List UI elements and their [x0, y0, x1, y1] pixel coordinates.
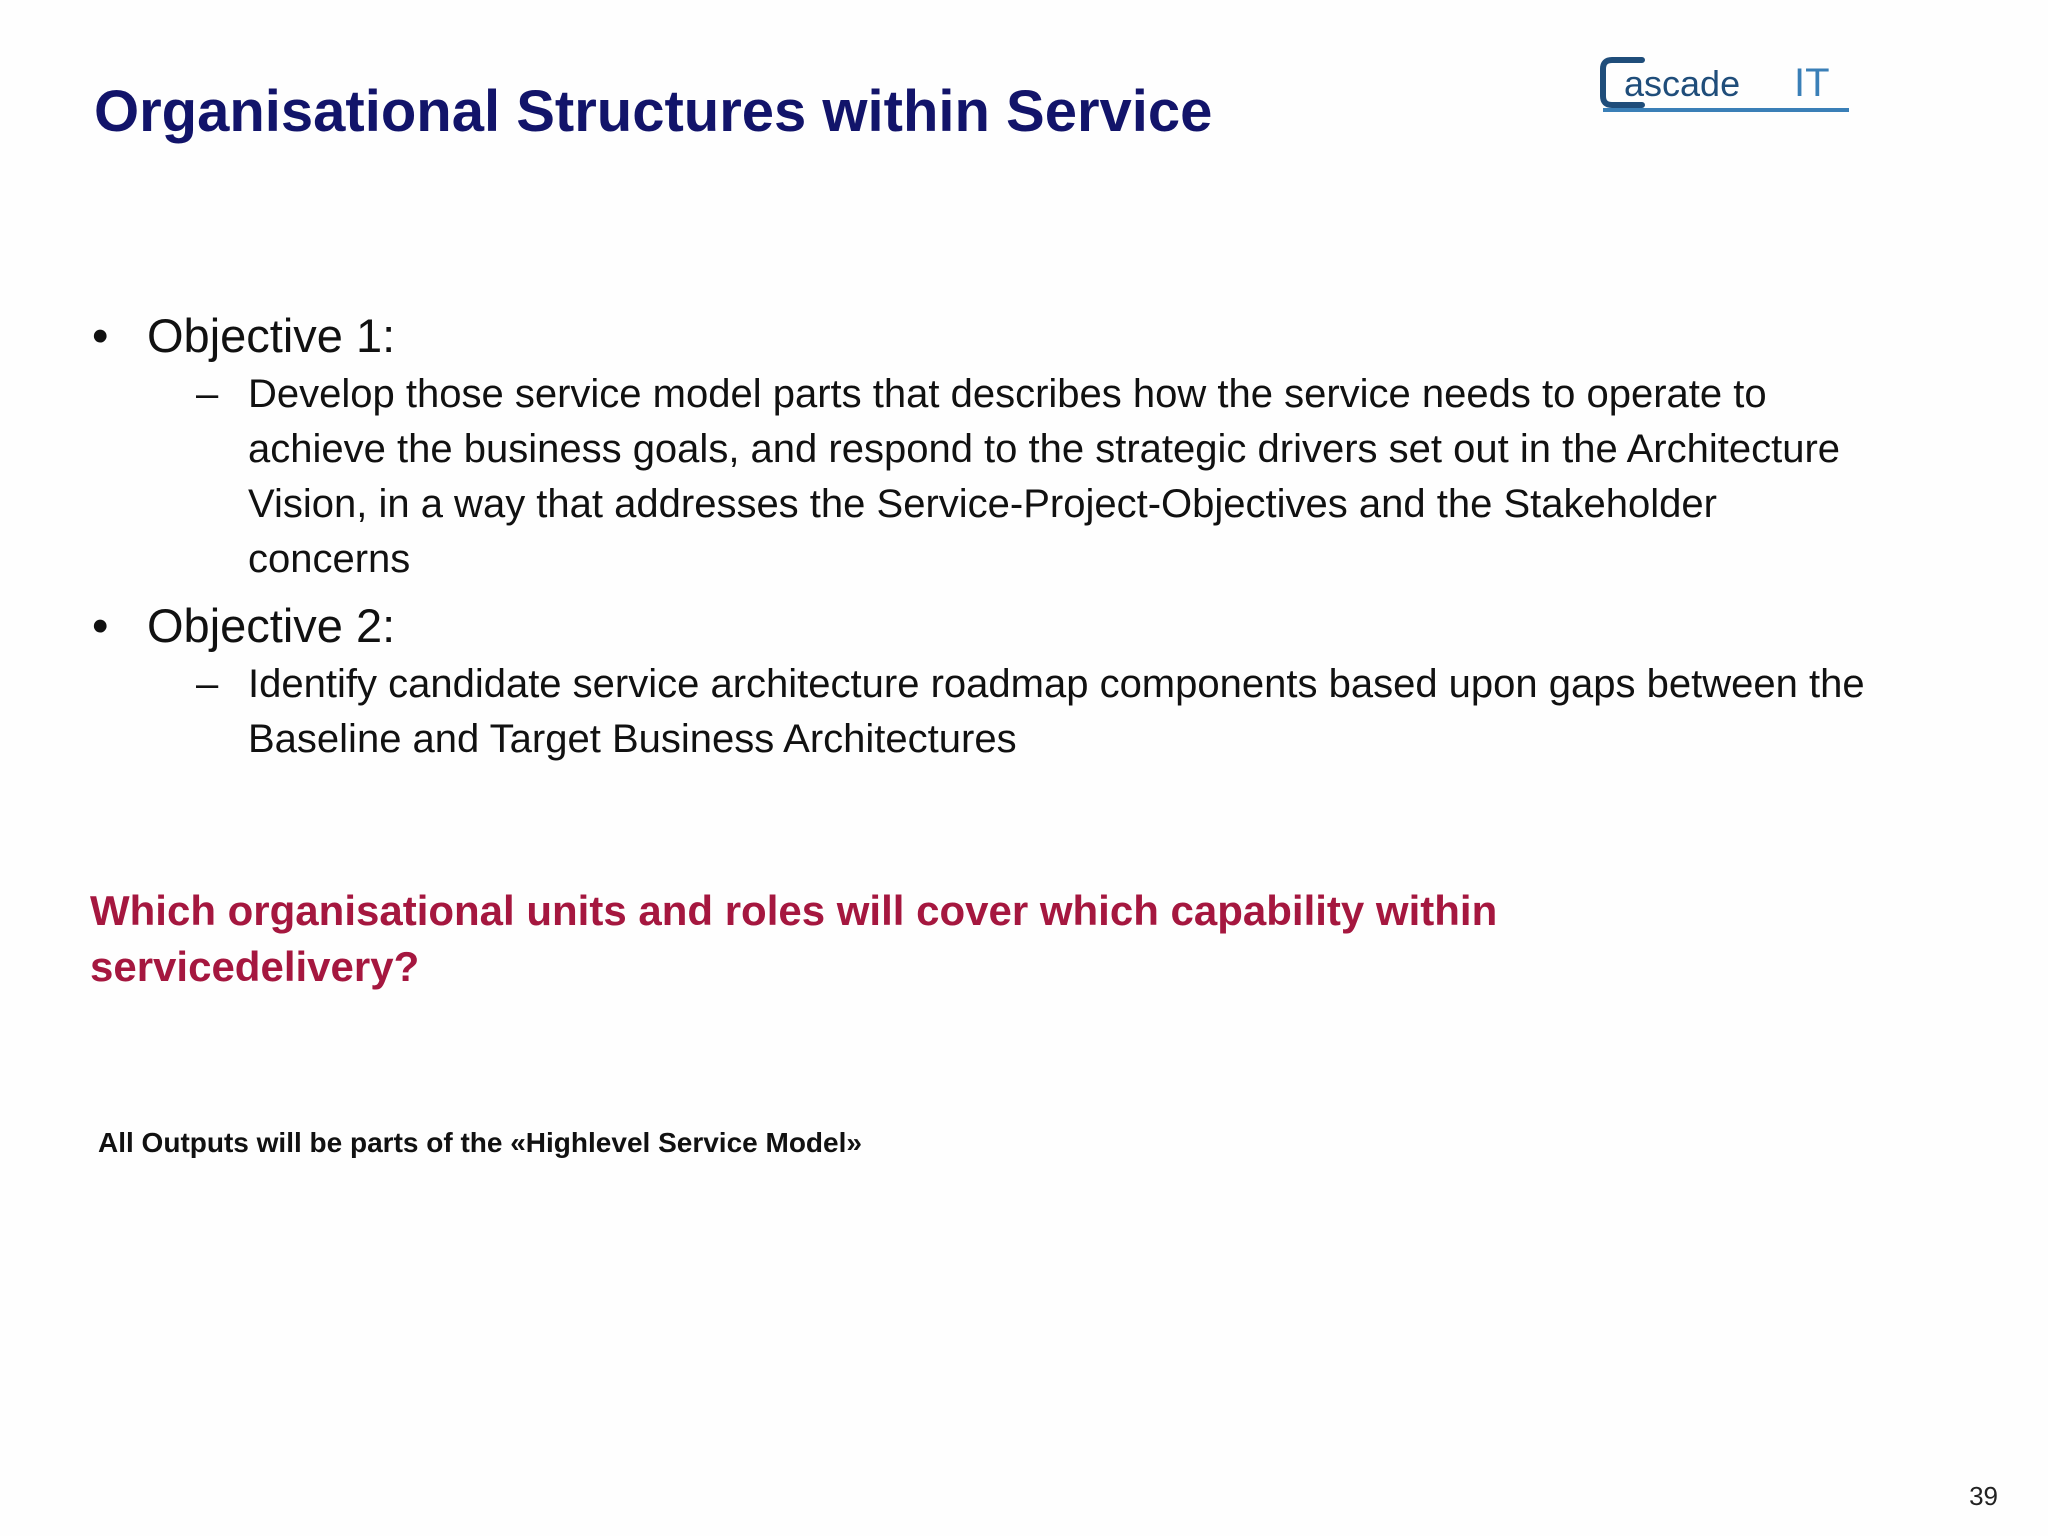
key-question: Which organisational units and roles will cover which capability within servicedelivery? [90, 887, 1498, 990]
bullet-icon: • [92, 309, 109, 362]
objective-1-detail: Develop those service model parts that describes how the service needs to operate to achieve the business goals, and respond to the strategic drivers set out in the Architecture Vision, in a way that addresses the Service-Project-Objectives and the Stakeholder concerns [248, 372, 1841, 581]
dash-icon: – [196, 372, 219, 416]
objective-2 [90, 595, 1890, 767]
objective-2-heading: Objective 2: [147, 599, 396, 652]
dash-icon: – [196, 662, 219, 706]
logo-text-main: ascade [1624, 63, 1741, 104]
cascade-it-logo [1598, 52, 1852, 118]
objective-1-heading: Objective 1: [147, 309, 396, 362]
objective-1 [90, 305, 1890, 587]
slide-title: Organisational Structures within Service [94, 79, 1213, 144]
page-number: 39 [1969, 1481, 1998, 1511]
outputs-note: All Outputs will be parts of the «Highlevel Service Model» [98, 1127, 862, 1158]
logo-text-suffix: IT [1794, 61, 1830, 105]
objective-2-detail: Identify candidate service architecture roadmap components based upon gaps between the Baseline and Target Business Architectures [248, 662, 1865, 761]
bullet-icon: • [92, 599, 109, 652]
objectives-list [90, 305, 1890, 767]
